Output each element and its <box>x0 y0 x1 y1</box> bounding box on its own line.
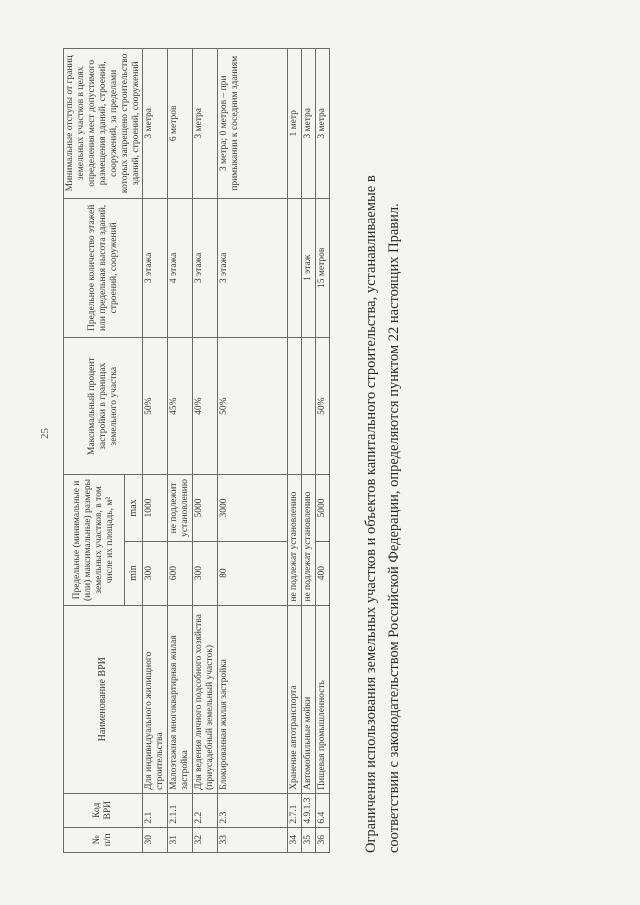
row-code: 2.7.1 <box>287 793 301 827</box>
row-floors: 3 этажа <box>143 198 168 337</box>
row-floors <box>287 198 301 337</box>
paragraph-line-1: Ограничения использования земельных участков и объектов капитального строительства, устанавливаемые в <box>362 174 379 853</box>
row-max: 5000 <box>193 474 218 540</box>
row-min: 80 <box>217 541 287 605</box>
row-percent <box>301 337 315 474</box>
row-code: 6.4 <box>315 793 329 827</box>
row-size-span: не подлежат установлению <box>287 474 301 604</box>
header-indent: Минимальные отступы от границ земельных участков в целях определения мест допустимого размещения зданий, строений, сооружений, за пределами которых запрещено строительство зданий, строений, сооружений <box>64 48 143 198</box>
row-indent: 3 метра <box>315 48 329 198</box>
table-row <box>168 48 193 852</box>
header-max: max <box>124 474 143 540</box>
row-floors: 3 этажа <box>217 198 287 337</box>
row-indent: 3 метра <box>143 48 168 198</box>
row-no: 35 <box>301 827 315 852</box>
table-row <box>287 48 301 852</box>
page-number: 25 <box>39 428 51 439</box>
row-max: не подлежит установлению <box>168 474 193 540</box>
row-indent: 1 метр <box>287 48 301 198</box>
table-row <box>315 48 329 852</box>
row-no: 30 <box>143 827 168 852</box>
row-size-span: не подлежат установлению <box>301 474 315 604</box>
row-code: 2.2 <box>193 793 218 827</box>
row-indent: 3 метра; 0 метров – при примыкании к соседним зданиям <box>217 48 287 198</box>
row-percent: 50% <box>217 337 287 474</box>
row-max: 1000 <box>143 474 168 540</box>
header-min: min <box>124 541 143 605</box>
row-name: Для ведения личного подсобного хозяйства (приусадебный земельный участок) <box>193 605 218 793</box>
row-min: 300 <box>143 541 168 605</box>
row-min: 400 <box>315 541 329 605</box>
table-row <box>217 48 287 852</box>
row-indent: 3 метра <box>301 48 315 198</box>
row-code: 2.1 <box>143 793 168 827</box>
row-percent <box>287 337 301 474</box>
row-no: 34 <box>287 827 301 852</box>
row-name: Хранение автотранспорта <box>287 605 301 793</box>
row-code: 2.3 <box>217 793 287 827</box>
row-max: 3000 <box>217 474 287 540</box>
row-name: Пищевая промышленность <box>315 605 329 793</box>
header-code: Код ВРИ <box>64 793 143 827</box>
row-max: 5000 <box>315 474 329 540</box>
row-floors: 4 этажа <box>168 198 193 337</box>
row-no: 33 <box>217 827 287 852</box>
row-name: Автомобильные мойки <box>301 605 315 793</box>
rotated-page-content <box>63 23 433 883</box>
table-row <box>193 48 218 852</box>
header-floors: Предельное количество этажей или предельная высота зданий, строений, сооружений <box>64 198 143 337</box>
row-min: 300 <box>193 541 218 605</box>
row-indent: 3 метра <box>193 48 218 198</box>
paragraph-line-2: соответствии с законодательством Российской Федерации, определяются пунктом 22 настоящих Правил. <box>385 202 402 853</box>
row-no: 32 <box>193 827 218 852</box>
row-code: 4.9.1.3 <box>301 793 315 827</box>
row-name: Малоэтажная многоквартирная жилая застройка <box>168 605 193 793</box>
row-percent: 50% <box>143 337 168 474</box>
row-percent: 45% <box>168 337 193 474</box>
row-floors: 3 этажа <box>193 198 218 337</box>
header-sizes: Предельные (минимальные и (или) максимальные) размеры земельных участков, в том числе их площадь, м² <box>64 474 125 604</box>
zoning-table <box>63 48 330 853</box>
row-no: 36 <box>315 827 329 852</box>
row-min: 600 <box>168 541 193 605</box>
row-floors: 15 метров <box>315 198 329 337</box>
header-percent: Максимальный процент застройки в границах земельного участка <box>64 337 143 474</box>
row-name: Блокированная жилая застройка <box>217 605 287 793</box>
row-percent: 50% <box>315 337 329 474</box>
header-name: Наименование ВРИ <box>64 605 143 793</box>
row-percent: 40% <box>193 337 218 474</box>
row-floors: 1 этаж <box>301 198 315 337</box>
table-row <box>301 48 315 852</box>
row-indent: 6 метров <box>168 48 193 198</box>
row-code: 2.1.1 <box>168 793 193 827</box>
row-no: 31 <box>168 827 193 852</box>
header-no: № п/п <box>64 827 143 852</box>
restrictions-paragraph <box>360 48 406 853</box>
row-name: Для индивидуального жилищного строительства <box>143 605 168 793</box>
table-row <box>143 48 168 852</box>
